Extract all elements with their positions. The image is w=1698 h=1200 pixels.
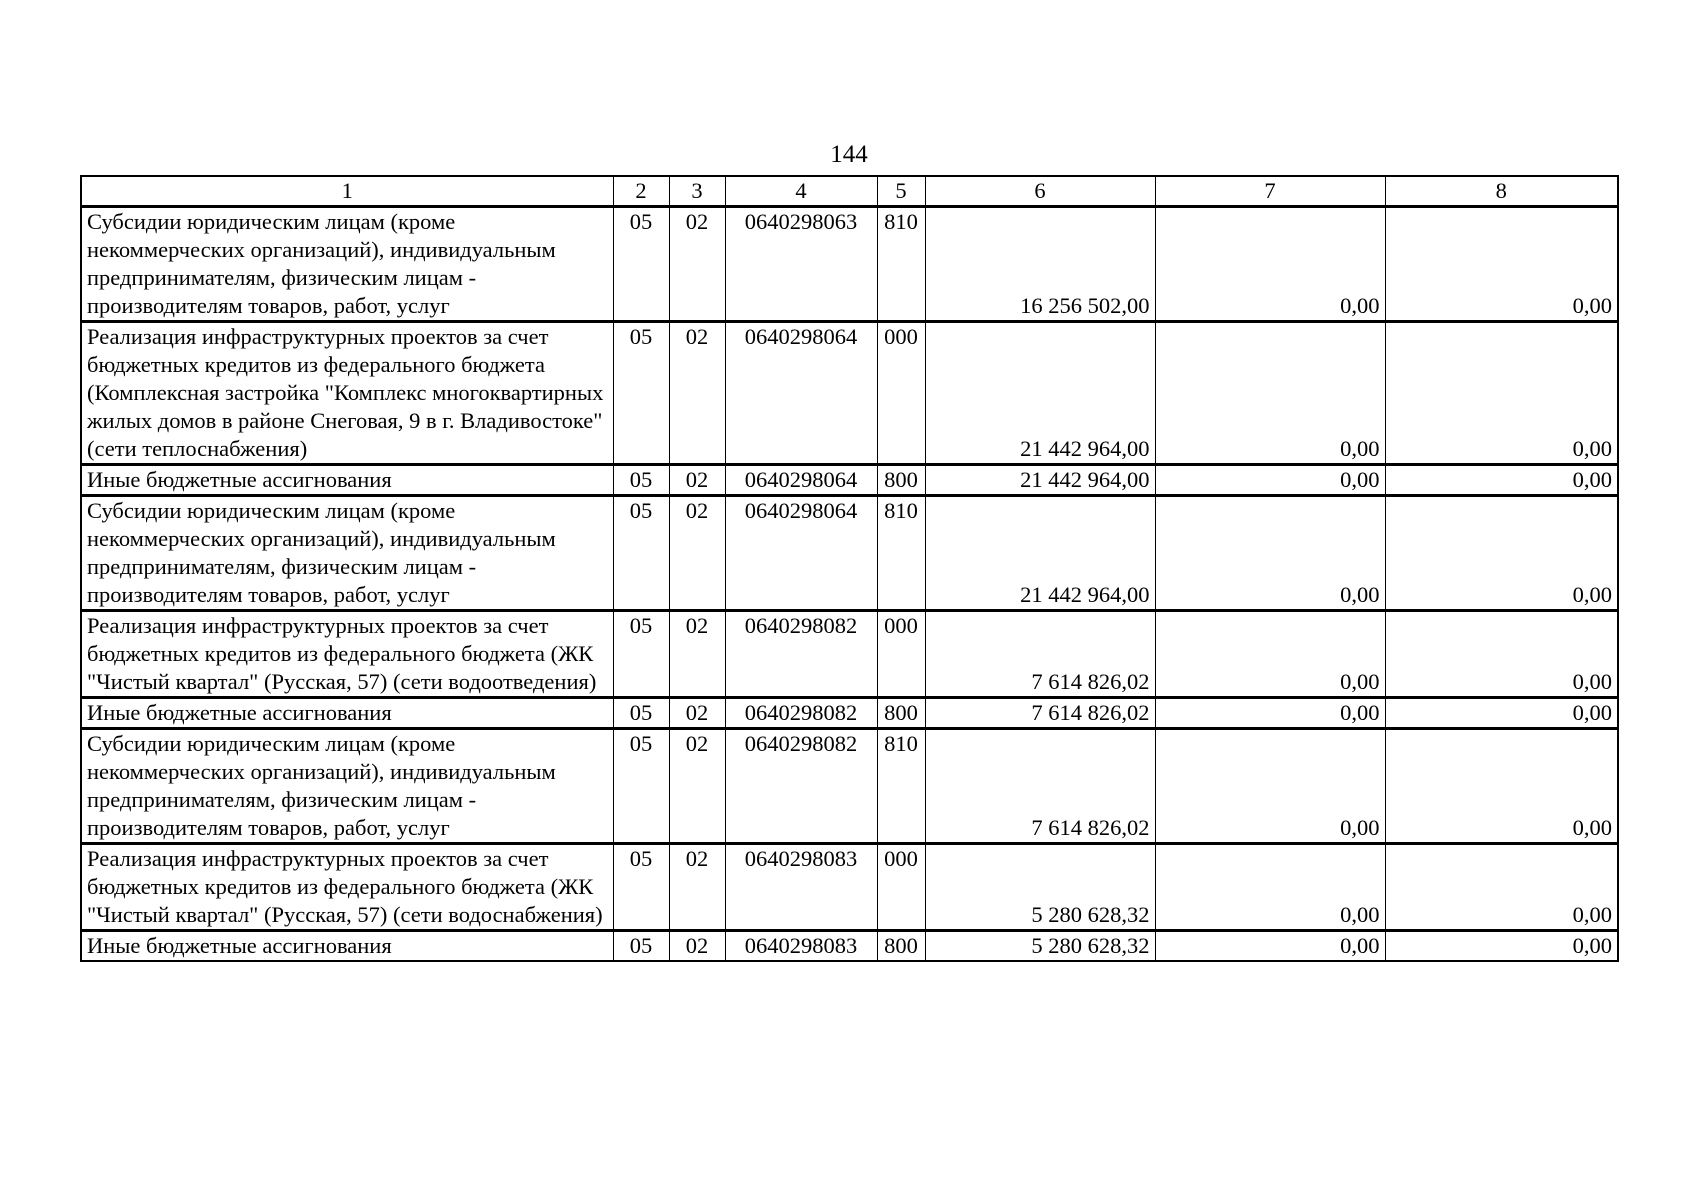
table-row: [81, 698, 1618, 729]
amount-col7: 0,00: [1155, 465, 1385, 496]
row-description: Иные бюджетные ассигнования: [81, 931, 613, 962]
row-description: Реализация инфраструктурных проектов за счет бюджетных кредитов из федерального бюджета (ЖК "Чистый квартал" (Русская, 57) (сети водоотведения): [81, 611, 613, 698]
target-article-code: 0640298064: [725, 322, 877, 465]
section-code: 05: [613, 698, 669, 729]
expense-type-code: 800: [877, 931, 925, 962]
target-article-code: 0640298082: [725, 611, 877, 698]
amount-col6: 7 614 826,02: [925, 611, 1155, 698]
table-row: [81, 496, 1618, 611]
row-description: Субсидии юридическим лицам (кроме некоммерческих организаций), индивидуальным предпринимателям, физическим лицам - производителям товаров, работ, услуг: [81, 496, 613, 611]
section-code: 05: [613, 207, 669, 322]
amount-col7: 0,00: [1155, 931, 1385, 962]
amount-col7: 0,00: [1155, 698, 1385, 729]
subsection-code: 02: [669, 844, 725, 931]
column-header: 2: [613, 176, 669, 207]
amount-col7: 0,00: [1155, 611, 1385, 698]
row-description: Субсидии юридическим лицам (кроме некоммерческих организаций), индивидуальным предпринимателям, физическим лицам - производителям товаров, работ, услуг: [81, 729, 613, 844]
amount-col8: 0,00: [1385, 207, 1618, 322]
table-row: [81, 844, 1618, 931]
section-code: 05: [613, 611, 669, 698]
section-code: 05: [613, 465, 669, 496]
row-description: Субсидии юридическим лицам (кроме некоммерческих организаций), индивидуальным предпринимателям, физическим лицам - производителям товаров, работ, услуг: [81, 207, 613, 322]
amount-col6: 21 442 964,00: [925, 322, 1155, 465]
table-row: [81, 322, 1618, 465]
section-code: 05: [613, 844, 669, 931]
amount-col8: 0,00: [1385, 496, 1618, 611]
amount-col8: 0,00: [1385, 931, 1618, 962]
target-article-code: 0640298083: [725, 931, 877, 962]
amount-col7: 0,00: [1155, 844, 1385, 931]
target-article-code: 0640298082: [725, 698, 877, 729]
section-code: 05: [613, 322, 669, 465]
expense-type-code: 810: [877, 729, 925, 844]
subsection-code: 02: [669, 322, 725, 465]
table-row: [81, 465, 1618, 496]
column-header: 6: [925, 176, 1155, 207]
amount-col6: 7 614 826,02: [925, 729, 1155, 844]
table-row: [81, 611, 1618, 698]
row-description: Реализация инфраструктурных проектов за счет бюджетных кредитов из федерального бюджета (ЖК "Чистый квартал" (Русская, 57) (сети водоснабжения): [81, 844, 613, 931]
column-header: 7: [1155, 176, 1385, 207]
column-header: 4: [725, 176, 877, 207]
subsection-code: 02: [669, 611, 725, 698]
target-article-code: 0640298064: [725, 465, 877, 496]
target-article-code: 0640298082: [725, 729, 877, 844]
expense-type-code: 000: [877, 322, 925, 465]
column-header: 1: [81, 176, 613, 207]
section-code: 05: [613, 931, 669, 962]
table-row: [81, 729, 1618, 844]
amount-col8: 0,00: [1385, 844, 1618, 931]
amount-col6: 7 614 826,02: [925, 698, 1155, 729]
amount-col7: 0,00: [1155, 496, 1385, 611]
target-article-code: 0640298083: [725, 844, 877, 931]
amount-col6: 16 256 502,00: [925, 207, 1155, 322]
subsection-code: 02: [669, 931, 725, 962]
row-description: Иные бюджетные ассигнования: [81, 465, 613, 496]
amount-col8: 0,00: [1385, 698, 1618, 729]
subsection-code: 02: [669, 698, 725, 729]
amount-col7: 0,00: [1155, 207, 1385, 322]
row-description: Иные бюджетные ассигнования: [81, 698, 613, 729]
amount-col6: 5 280 628,32: [925, 844, 1155, 931]
amount-col8: 0,00: [1385, 322, 1618, 465]
column-header: 8: [1385, 176, 1618, 207]
section-code: 05: [613, 496, 669, 611]
table-row: [81, 931, 1618, 962]
amount-col6: 5 280 628,32: [925, 931, 1155, 962]
column-header: 5: [877, 176, 925, 207]
expense-type-code: 810: [877, 207, 925, 322]
column-number-row: [81, 176, 1618, 207]
column-header: 3: [669, 176, 725, 207]
table-row: [81, 207, 1618, 322]
expense-type-code: 800: [877, 465, 925, 496]
subsection-code: 02: [669, 729, 725, 844]
page-number: 144: [830, 141, 868, 168]
amount-col8: 0,00: [1385, 611, 1618, 698]
section-code: 05: [613, 729, 669, 844]
subsection-code: 02: [669, 207, 725, 322]
expense-type-code: 800: [877, 698, 925, 729]
amount-col8: 0,00: [1385, 729, 1618, 844]
budget-table: [80, 175, 1619, 962]
amount-col7: 0,00: [1155, 322, 1385, 465]
expense-type-code: 000: [877, 611, 925, 698]
target-article-code: 0640298063: [725, 207, 877, 322]
amount-col8: 0,00: [1385, 465, 1618, 496]
row-description: Реализация инфраструктурных проектов за счет бюджетных кредитов из федерального бюджета (Комплексная застройка "Комплекс многоквартирных жилых домов в районе Снеговая, 9 в г. Владивостоке" (сети теплоснабжения): [81, 322, 613, 465]
subsection-code: 02: [669, 465, 725, 496]
amount-col6: 21 442 964,00: [925, 465, 1155, 496]
expense-type-code: 810: [877, 496, 925, 611]
target-article-code: 0640298064: [725, 496, 877, 611]
amount-col7: 0,00: [1155, 729, 1385, 844]
expense-type-code: 000: [877, 844, 925, 931]
amount-col6: 21 442 964,00: [925, 496, 1155, 611]
subsection-code: 02: [669, 496, 725, 611]
